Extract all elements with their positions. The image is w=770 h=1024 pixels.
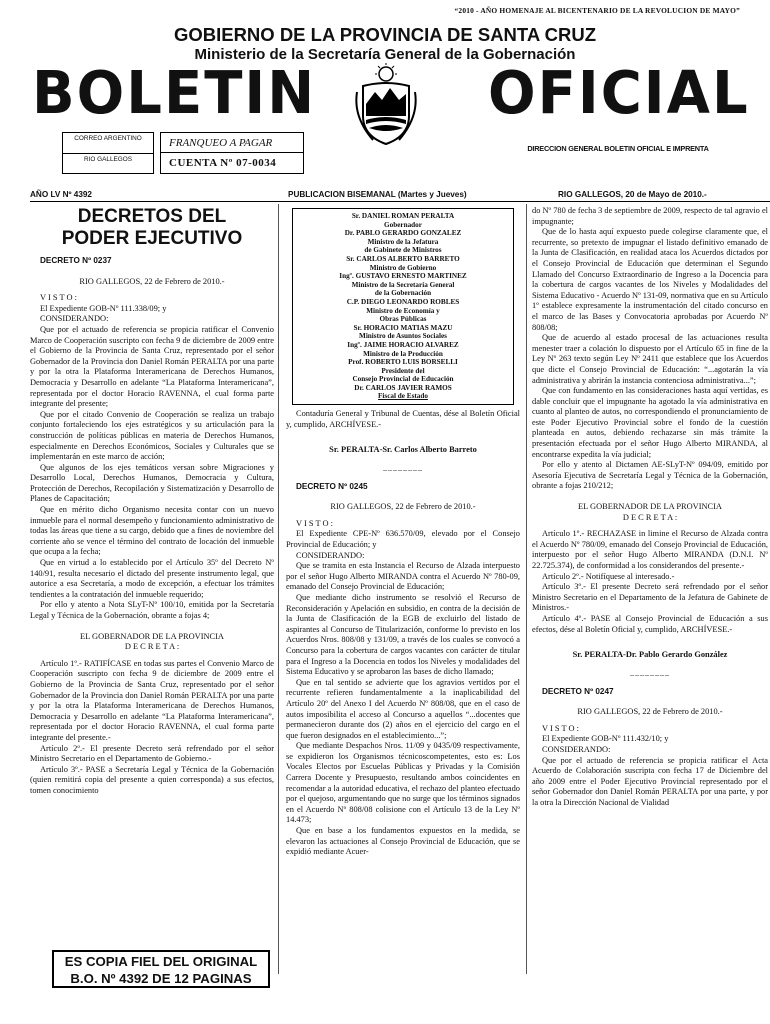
authority-line: Sr. DANIEL ROMAN PERALTA [351, 212, 455, 220]
column-2 [286, 206, 520, 858]
copy-line2: B.O. Nº 4392 DE 12 PAGINAS [70, 971, 252, 986]
franqueo-label: FRANQUEO A PAGAR [161, 133, 303, 153]
paragraph: Que mediante Despachos Nros. 11/09 y 0435/09 respectivamente, se expidieron los Organismos técnicoscompetentes, esto es: Los Vocales Electos por Escuelas Públicas y Privadas y la Comisión Carrera Docente y Presupuesto, resultando ambos coincidentes en recomendar a la autoridad educativa, el rechazo del planteo efectuado por el quejoso, argumentando que no surge que los términos signados en el Acuerdo Nº 808/08 colisione con el Artículo 13 de la Ley Nº 14.473; [286, 741, 520, 825]
authority-line: Ministro de Asuntos Sociales [359, 332, 447, 341]
paragraph: El Expediente CPE-Nº 636.570/09, elevado por el Consejo Provincial de Educación; y [286, 529, 520, 549]
provincial-crest-icon [355, 62, 417, 146]
article: Artículo 1º.- RATIFÍCASE en todas sus partes el Convenio Marco de Cooperación suscripto con fecha 9 de diciembre de 2009 entre el Gobierno de la Provincia de Santa Cruz, representado por el señor Gobernador de la Provincia don Daniel Román PERALTA por una parte y por la otra la Plataforma Interamericana de Derechos Humanos, Democracia y Desarrollo en adelante “La Plataforma Interamericana”, representada por el doctor Horacio RAVENNA, el cual forma parte integrante del presente.- [30, 658, 274, 742]
paragraph: Por ello y atento a Nota SLyT-Nº 100/10, emitida por la Secretaría Legal y Técnica de la Gobernación, obrante a fojas 4; [30, 600, 274, 620]
decreta-heading: D E C R E T A : [622, 512, 678, 522]
authority-line: Ministro de la Producción [363, 349, 443, 358]
certified-copy-box [52, 950, 270, 988]
article: Artículo 4º.- PASE al Consejo Provincial de Educación a sus efectos, dése al Boletín Oficial y, cumplido, ARCHÍVESE.- [532, 613, 768, 634]
header-rule [30, 201, 770, 202]
direccion-heading: DIRECCION GENERAL BOLETIN OFICIAL E IMPRENTA [527, 144, 709, 153]
ministry-heading: Ministerio de la Secretaría General de la Gobernación [194, 46, 576, 63]
authority-line: Prof. ROBERTO LUIS BORSELLI [348, 358, 458, 367]
paragraph: Que con fundamento en las consideraciones hasta aquí vertidas, es dable concluir que el impugnante ha agotado la vía administrativa en cuanto al planteo de autos, no correspondiendo el pronunciamiento de este Poder Ejecutivo Provincial sobre el fondo de la cuestión planteada en autos, debiendo rechazarse sin más trámite la presentación efectuada por el señor Hugo Alberto MIRANDA, al encontrarse expedita la vía judicial; [532, 386, 768, 459]
decree-date: RIO GALLEGOS, 22 de Febrero de 2010.- [330, 502, 476, 512]
article: Artículo 3º.- El presente Decreto será refrendado por el señor Ministro Secretario en el Departamento de la Jefatura de Gabinete de Ministros.- [532, 582, 768, 613]
authority-line: Sr. HORACIO MATIAS MAZU [353, 323, 453, 332]
signature-line: Sr. PERALTA-Sr. Carlos Alberto Barreto [329, 444, 477, 454]
correo-argentino-box [62, 132, 154, 174]
paragraph: Que en base a los fundamentos expuestos en la medida, se elevaron las actuaciones al Consejo Provincial de Educación, que se expidió mediante Acuer- [286, 826, 520, 857]
authority-line: Dr. CARLOS JAVIER RAMOS [354, 383, 452, 392]
article: Artículo 2º.- El presente Decreto será refrendado por el señor Ministro Secretario en el Departamento de Gobierno.- [30, 743, 274, 764]
paragraph: Que en virtud a lo establecido por el Artículo 35º del Decreto Nº 140/91, resulta necesario el dictado del presente instrumento legal, que autorice a esa Secretaría, a modo de excepción, a efectuar los trámites tendientes a la contratación del inmueble requerido; [30, 558, 274, 599]
section-title [30, 206, 274, 250]
authority-line: de la Gobernación [374, 289, 432, 298]
correo-city: RIO GALLEGOS [63, 153, 153, 173]
masthead-boletin: BOLETIN [32, 59, 317, 128]
decree-date: RIO GALLEGOS, 22 de Febrero de 2010.- [79, 276, 225, 286]
visto-label: V I S T O : [40, 293, 77, 303]
paragraph: Que por el citado Convenio de Cooperación se realiza un trabajo conjunto fortaleciendo los ejes estratégicos y su articulación para la construcción de políticas públicas en materia de Derechos Humanos, especialmente en Derechos Económicos, Sociales y Culturales que se implementarán en este marco de acción; [30, 409, 274, 462]
separator: ________ [383, 462, 423, 472]
paragraph: Que de acuerdo al estado procesal de las actuaciones resulta menester traer a colación lo dispuesto por el Artículo 65 in fine de la Ley Nº 263 texto según Ley Nº 2411 que establece que los Acuerdos que dicte el Consejo Provincial de Educación: “...agotarán la vía administrativa y abrirán la instancia contenciosa administrativa...”; [532, 333, 768, 385]
paragraph: El Expediente GOB-Nº 111.432/10; y [542, 734, 669, 744]
decree-date: RIO GALLEGOS, 22 de Febrero de 2010.- [577, 707, 723, 717]
authority-line: Dr. PABLO GERARDO GONZALEZ [344, 229, 462, 238]
issue-date: RIO GALLEGOS, 20 de Mayo de 2010.- [558, 190, 707, 199]
commemorative-motto: “2010 - AÑO HOMENAJE AL BICENTENARIO DE LA REVOLUCION DE MAYO” [454, 6, 740, 15]
authority-line: Presidente del [381, 366, 425, 375]
gobernador-heading: EL GOBERNADOR DE LA PROVINCIA [578, 502, 722, 512]
decree-number: DECRETO Nº 0245 [296, 481, 368, 491]
article: Artículo 2º.- Notifíquese al interesado.- [542, 571, 675, 581]
postage-box [160, 132, 304, 174]
paragraph: Que en mérito dicho Organismo necesita contar con un nuevo inmueble para el normal desempeño y funcionamiento administrativo de todas las áreas que tiene a su cargo, debido que a fines de noviembre del corriente año se vence el término del contrato de locación del inmueble que ocupa a la fecha; [30, 505, 274, 557]
paragraph: Que por el actuado de referencia se propicia ratificar el Convenio Marco de Cooperación suscripto con fecha 9 de diciembre de 2009 entre el Gobierno de la Provincia de Santa Cruz, representado por el señor Gobernador de la Provincia don Daniel Román PERALTA por una parte y por la otra la Plataforma Interamericana de Derechos Humanos, Democracia y Desarrollo en adelante “La Plataforma Interamericana”, representada por el doctor Horacio RAVENNA, el cual forma parte integrante del presente; [30, 324, 274, 409]
column-divider [526, 204, 527, 974]
masthead-oficial: OFICIAL [488, 59, 750, 128]
article: Artículo 1º.- RECHAZASE in limine el Recurso de Alzada contra el Acuerdo Nº 780/09, emanado del Consejo Provincial de Educación, interpuesto por el señor Hugo Alberto MIRANDA (D.N.I. Nº 22.725.374), de conformidad a los considerandos del presente.- [532, 529, 768, 570]
authority-line: C.P. DIEGO LEONARDO ROBLES [346, 297, 460, 306]
section-title-line2: PODER EJECUTIVO [61, 228, 243, 249]
column-3 [532, 206, 768, 808]
decreta-heading: D E C R E T A : [124, 642, 180, 652]
paragraph: Contaduría General y Tribunal de Cuentas, dése al Boletín Oficial y, cumplido, ARCHÍVESE.- [286, 409, 520, 429]
authority-line: Ministro de Gobierno [369, 263, 437, 272]
government-heading: GOBIERNO DE LA PROVINCIA DE SANTA CRUZ [173, 24, 597, 45]
cuenta-label: CUENTA Nº 07-0034 [169, 157, 277, 169]
authority-line: Gobernador [384, 220, 422, 229]
authority-line: de Gabinete de Ministros [364, 246, 442, 255]
paragraph: Que se tramita en esta Instancia el Recurso de Alzada interpuesto por el señor Hugo Alberto MIRANDA contra el Acuerdo Nº 780-09, emanado del Consejo Provincial de Educación; [286, 561, 520, 592]
separator: ________ [630, 667, 670, 677]
decree-number: DECRETO Nº 0237 [40, 256, 112, 265]
decree-number: DECRETO Nº 0247 [542, 686, 614, 696]
copy-line1: ES COPIA FIEL DEL ORIGINAL [64, 954, 258, 969]
authority-line: Fiscal de Estado [378, 392, 428, 401]
signature-line: Sr. PERALTA-Dr. Pablo Gerardo González [572, 649, 728, 659]
authority-line: Ingº. GUSTAVO ERNESTO MARTINEZ [339, 272, 467, 281]
paragraph: Por ello y atento al Dictamen AE-SLyT-Nº 094/09, emitido por Asesoría Ejecutiva de Secretaría Legal y Técnica de la Gobernación, obrante a fojas 210/212; [532, 460, 768, 491]
authority-line: Ministro de la Secretaría General [351, 280, 455, 289]
publication-frequency: PUBLICACION BISEMANAL (Martes y Jueves) [288, 190, 467, 199]
authority-line: Consejo Provincial de Educación [352, 375, 454, 384]
visto-label: V I S T O : [542, 723, 579, 733]
section-title-line1: DECRETOS DEL [77, 206, 227, 227]
considerando-label: CONSIDERANDO: [542, 744, 611, 754]
authority-line: Sr. CARLOS ALBERTO BARRETO [346, 254, 460, 263]
article: Artículo 3º.- PASE a Secretaría Legal y Técnica de la Gobernación (quien remitirá copia del presente a quien corresponda) a sus efectos, tomen conocimiento [30, 764, 274, 795]
paragraph: Que en tal sentido se advierte que los agravios vertidos por el recurrente refieren fundamentalmente a la inaplicabilidad del Artículo 20º del Anexo I del Acuerdo Nº 808/08, que en el caso de autos imposibilita el acceso al Concurso a aquellos “...docentes que permanecieron durante dos (2) años en el ejercicio del cargo en el que fueron designados en el establecimiento...”; [286, 677, 520, 740]
considerando-label: CONSIDERANDO: [40, 314, 109, 324]
paragraph: do Nº 780 de fecha 3 de septiembre de 2009, respecto de tal agravio el impugnante; [532, 206, 768, 226]
column-divider [278, 204, 279, 974]
paragraph: Que de lo hasta aquí expuesto puede colegirse claramente que, el recurrente, so pretexto de impugnar el listado definitivo emanado de la Junta de Clasificación, en realidad ataca los Acuerdos dictados por el Consejo Provincial de Educación que determinan el Segundo Llamado del Concurso Extraordinario de Ingreso a la Docencia para la cobertura de cargos vacantes de los Niveles y Modalidades del Sistema Educativo - Acuerdo Nº 131-09, normativa que en su Artículo 1º establece expresamente la instrumentación del citado concurso en el marco de las Bases y Convocatoria aprobadas por Acuerdo Nº 808/08; [532, 227, 768, 332]
authority-line: Ministro de la Jefatura [367, 237, 439, 246]
paragraph: Que por el actuado de referencia se propicia ratificar el Acta Acuerdo de Colaboración suscripta con fecha 17 de Diciembre del año 2009 entre el Poder Ejecutivo Provincial representado por el señor Gobernador don Daniel Román PERALTA por una parte, y por la otra la Dirección Nacional de Vialidad [532, 755, 768, 807]
correo-label: CORREO ARGENTINO [74, 135, 142, 142]
issue-number: AÑO LV Nº 4392 [30, 190, 92, 199]
considerando-label: CONSIDERANDO: [296, 550, 365, 560]
column-1 [30, 206, 274, 797]
paragraph: El Expediente GOB-Nº 111.338/09; y [40, 303, 167, 313]
authorities-box [292, 208, 514, 405]
authority-line: Ingº. JAIME HORACIO ALVAREZ [347, 340, 459, 349]
paragraph: Que mediante dicho instrumento se resolvió el Recurso de Reconsideración y Apelación en subsidio, en contra de la decisión de la Junta de Clasificación de la EGB de excluirlo del listado de aspirantes al Concurso de Titularización, conforme lo previsto en los Acuerdos Nros. 808/08 y 131/09, a través de los cuales se convocó a Concurso para la cobertura de cargos vacantes con carácter de titular para el Ingreso a la Docencia en todos los Niveles y modalidades del Sistema Educativo y se aprobaron las bases de dicho llamado; [286, 592, 520, 677]
paragraph: Que algunos de los ejes temáticos versan sobre Migraciones y Desarrollo Local, Derechos Humanos, Democracia y Cultura, Protección de Derechos, Recopilación y Sistematización y Desarrollo de Planes de Capacitación; [30, 462, 274, 504]
authority-line: Ministro de Economía y [366, 306, 440, 315]
gobernador-heading: EL GOBERNADOR DE LA PROVINCIA [80, 631, 224, 641]
authority-line: Obras Públicas [379, 315, 427, 324]
visto-label: V I S T O : [296, 518, 333, 528]
